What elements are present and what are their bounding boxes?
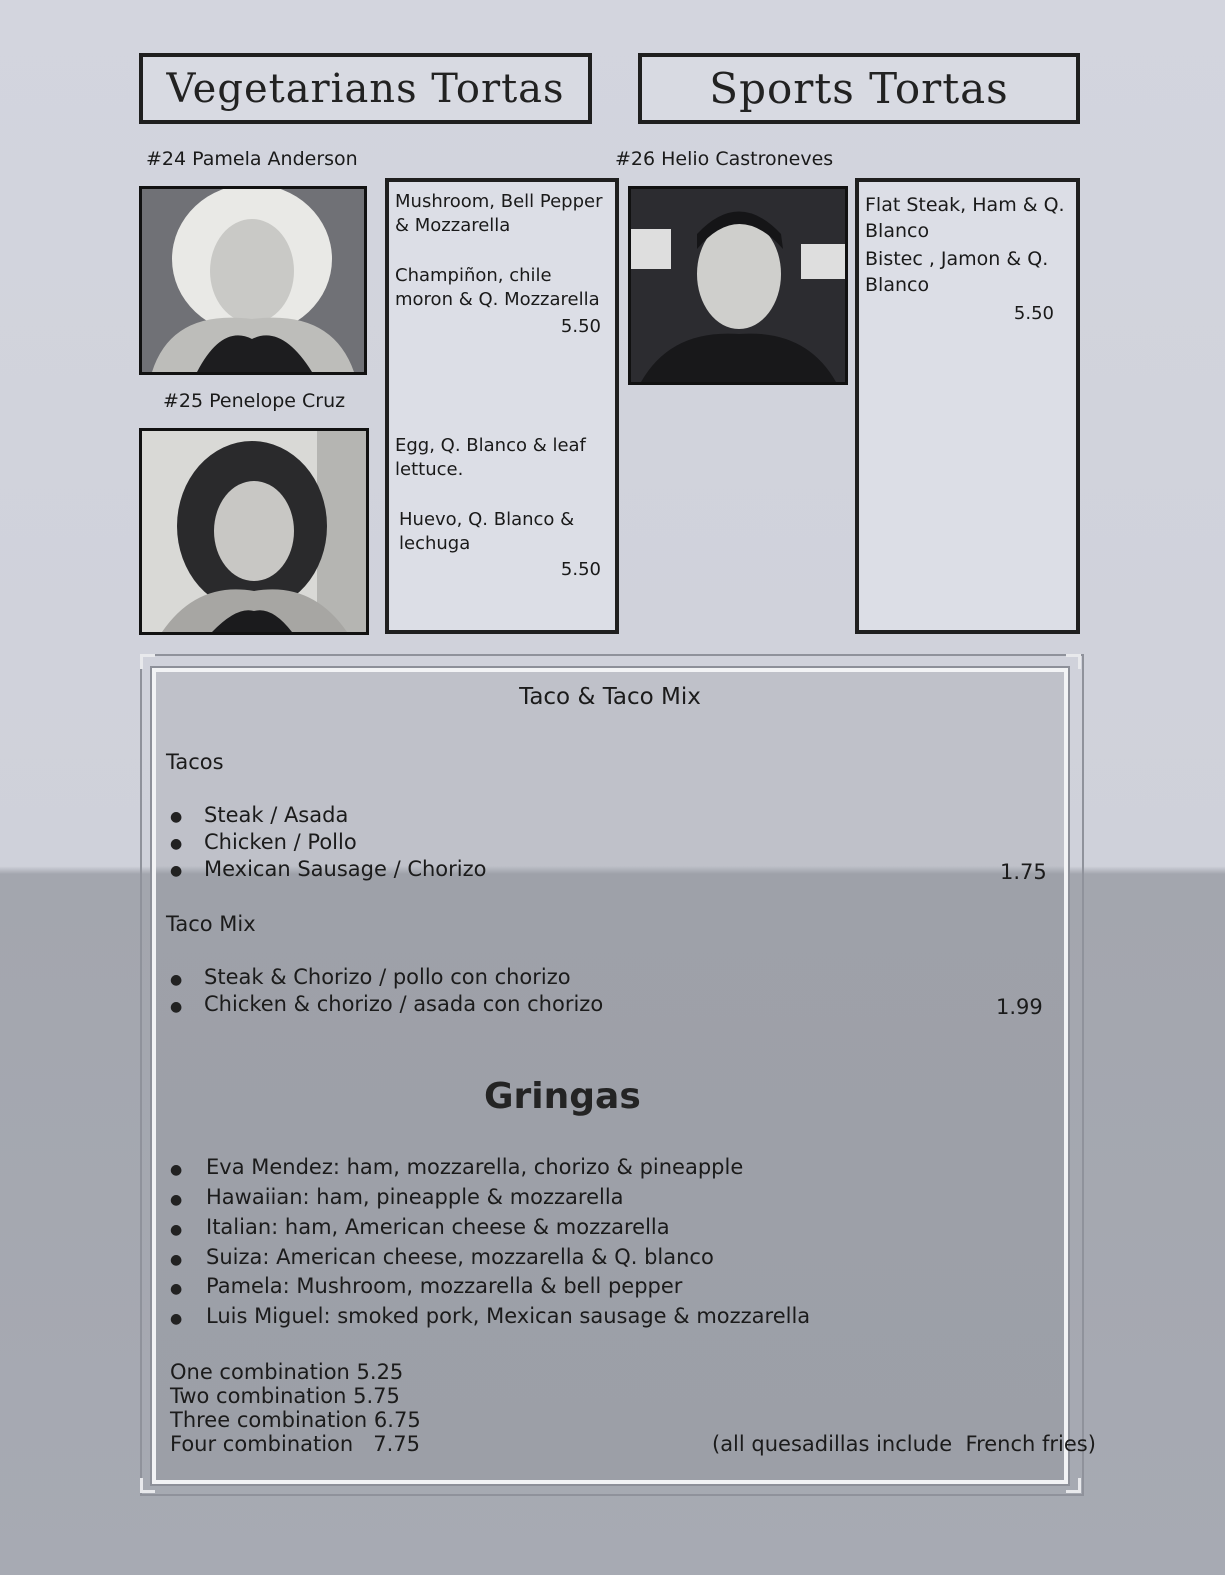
combo-1: One combination 5.25 [170, 1360, 404, 1384]
item-24-name: #24 Pamela Anderson [146, 148, 358, 170]
bullet-icon: ● [170, 863, 183, 879]
taco-panel [152, 668, 1096, 1484]
sports-description-box [855, 178, 1080, 634]
gringa-item-4: Suiza: American cheese, mozzarella & Q. blanco [206, 1245, 714, 1269]
item-25-name: #25 Penelope Cruz [163, 390, 346, 412]
item-24-desc-en: Mushroom, Bell Pepper & Mozzarella [395, 191, 603, 236]
pamela-anderson-photo [139, 186, 367, 375]
taco-item-3: Mexican Sausage / Chorizo [204, 857, 487, 881]
item-26-name: #26 Helio Castroneves [615, 148, 834, 170]
item-25-desc-en: Egg, Q. Blanco & leaf lettuce. [395, 435, 586, 480]
corner-mark [1066, 1478, 1081, 1493]
bullet-icon: ● [170, 972, 183, 988]
penelope-cruz-photo [139, 428, 369, 635]
item-25-desc-es: Huevo, Q. Blanco & lechuga [399, 509, 575, 554]
bullet-icon: ● [170, 1252, 183, 1268]
combo-2: Two combination 5.75 [170, 1384, 400, 1408]
helio-castroneves-photo [628, 186, 848, 385]
item-25-price: 5.50 [560, 559, 601, 580]
gringas-title: Gringas [484, 1076, 641, 1117]
vegetarian-tortas-title-text: Vegetarians Tortas [166, 65, 565, 112]
sports-tortas-title [638, 53, 1080, 124]
sports-tortas-title-text: Sports Tortas [709, 64, 1009, 113]
item-24-desc-es: Champiñon, chile moron & Q. Mozzarella [395, 265, 600, 310]
gringa-item-5: Pamela: Mushroom, mozzarella & bell pepper [206, 1274, 683, 1298]
taco-title: Taco & Taco Mix [519, 684, 701, 710]
bullet-icon: ● [170, 1162, 183, 1178]
item-26-desc-es: Bistec , Jamon & Q. Blanco [865, 248, 1049, 296]
quesadillas-note: (all quesadillas include French fries) [712, 1432, 1096, 1456]
taco-mix-price: 1.99 [996, 995, 1043, 1019]
bullet-icon: ● [170, 836, 183, 852]
taco-mix-heading: Taco Mix [166, 912, 256, 936]
gringa-item-6: Luis Miguel: smoked pork, Mexican sausage & mozzarella [206, 1304, 811, 1328]
gringa-item-3: Italian: ham, American cheese & mozzarella [206, 1215, 670, 1239]
bullet-icon: ● [170, 1311, 183, 1327]
corner-mark [140, 1478, 155, 1493]
vegetarian-tortas-title [139, 53, 592, 124]
gringa-item-2: Hawaiian: ham, pineapple & mozzarella [206, 1185, 624, 1209]
combo-3: Three combination 6.75 [170, 1408, 421, 1432]
tacos-heading: Tacos [166, 750, 224, 774]
bullet-icon: ● [170, 809, 183, 825]
bullet-icon: ● [170, 999, 183, 1015]
item-26-price: 5.50 [1013, 303, 1054, 324]
item-26-desc-en: Flat Steak, Ham & Q. Blanco [865, 194, 1065, 242]
taco-mix-item-2: Chicken & chorizo / asada con chorizo [204, 992, 604, 1016]
item-24-price: 5.50 [560, 316, 601, 337]
bullet-icon: ● [170, 1281, 183, 1297]
corner-mark [1066, 654, 1081, 669]
corner-mark [140, 654, 155, 669]
taco-item-2: Chicken / Pollo [204, 830, 357, 854]
tacos-price: 1.75 [1000, 860, 1047, 884]
gringa-item-1: Eva Mendez: ham, mozzarella, chorizo & pineapple [206, 1155, 744, 1179]
taco-item-1: Steak / Asada [204, 803, 349, 827]
combo-4: Four combination 7.75 [170, 1432, 421, 1456]
bullet-icon: ● [170, 1192, 183, 1208]
vegetarian-description-box [385, 178, 619, 634]
taco-mix-item-1: Steak & Chorizo / pollo con chorizo [204, 965, 571, 989]
bullet-icon: ● [170, 1222, 183, 1238]
